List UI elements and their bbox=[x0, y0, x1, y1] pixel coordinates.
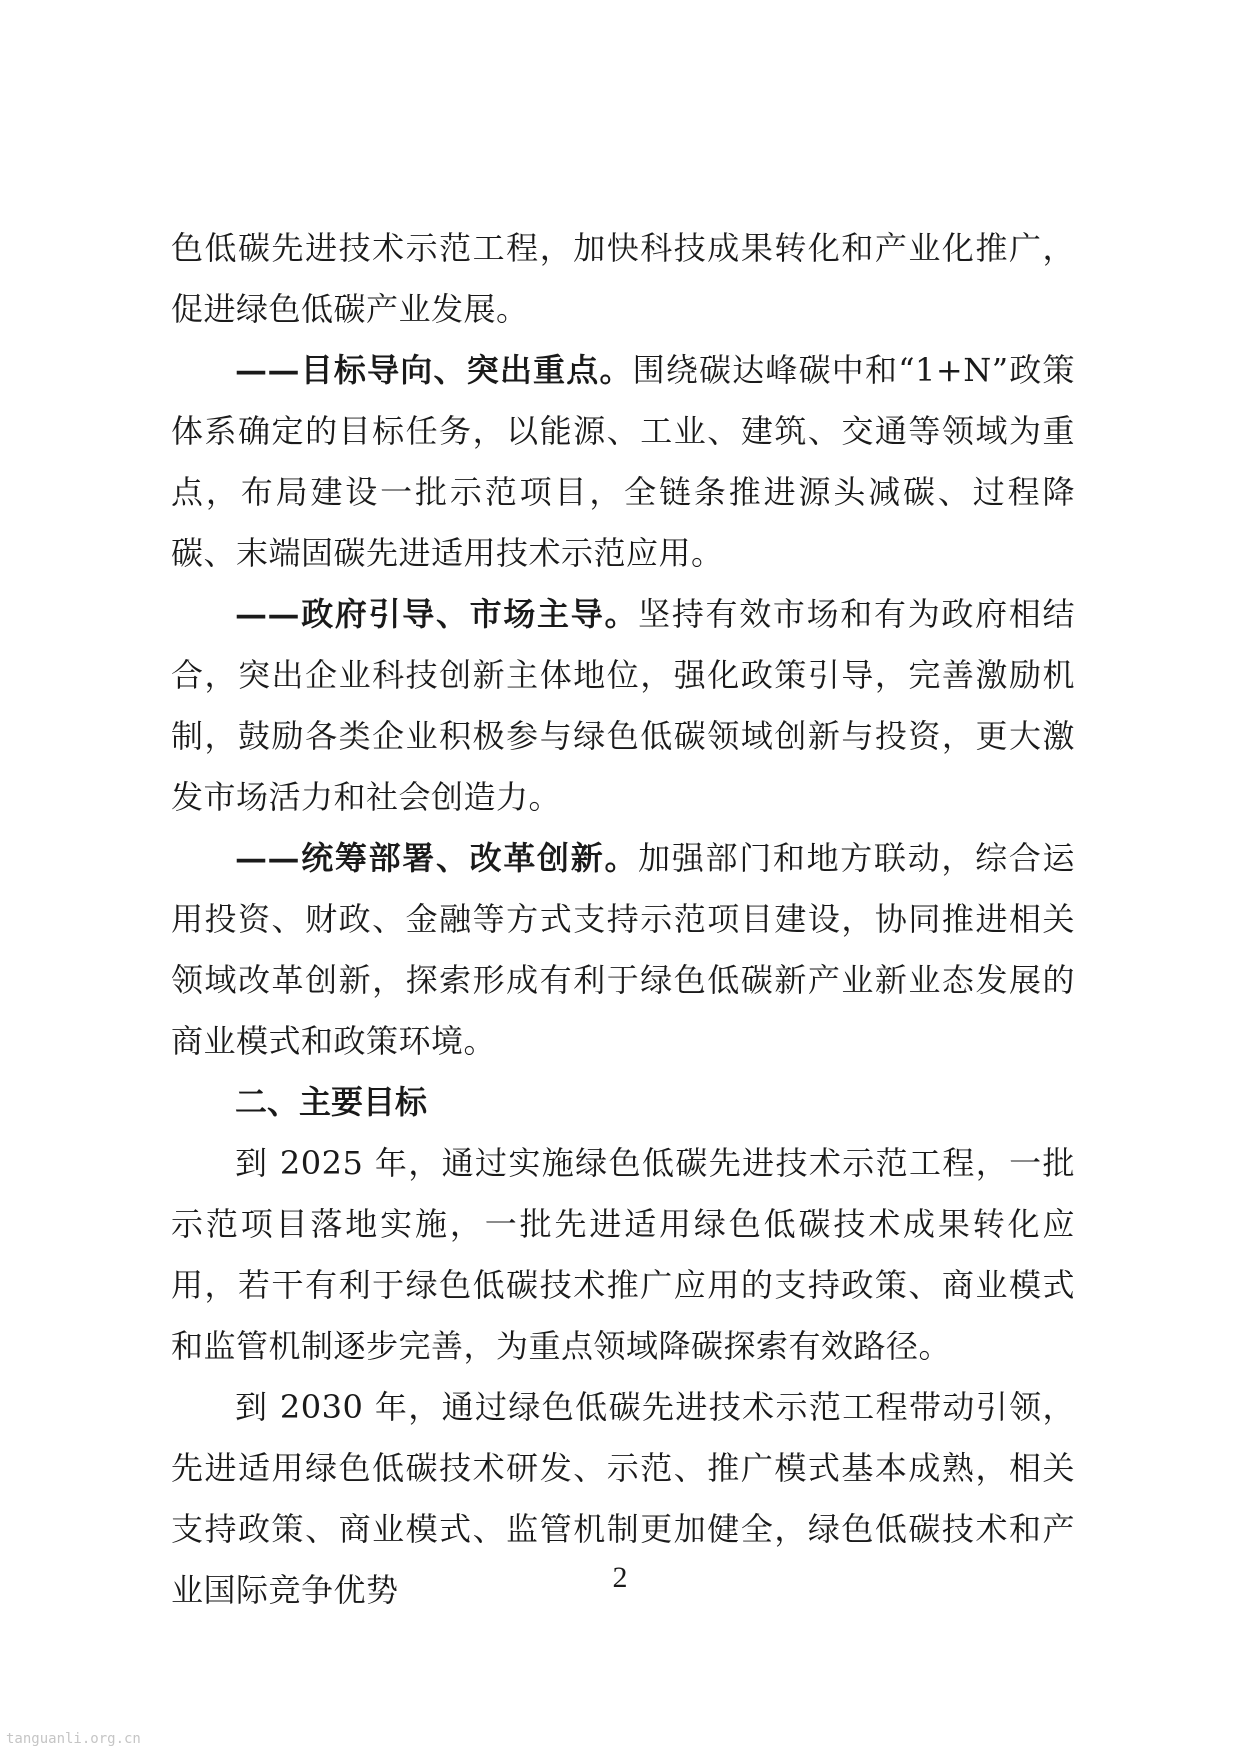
principle-lead: ——统筹部署、改革创新。 bbox=[235, 839, 639, 877]
paragraph-continuation bbox=[171, 218, 1075, 340]
principle-coordinated-deployment bbox=[171, 828, 1075, 1072]
page-number: 2 bbox=[612, 1561, 628, 1594]
document-body bbox=[171, 218, 1075, 1621]
principle-goal-oriented bbox=[171, 340, 1075, 584]
principle-lead: ——目标导向、突出重点。 bbox=[235, 351, 633, 389]
section-heading: 二、主要目标 bbox=[235, 1083, 428, 1121]
principle-lead: ——政府引导、市场主导。 bbox=[235, 595, 639, 633]
paragraph-text: 色低碳先进技术示范工程，加快科技成果转化和产业化推广，促进绿色低碳产业发展。 bbox=[171, 229, 1075, 328]
goal-2030: 到 2030 年，通过绿色低碳先进技术示范工程带动引领，先进适用绿色低碳技术研发、示范、推广模式基本成熟，相关支持政策、商业模式、监管机制更加健全，绿色低碳技术和产业国际竞争优势 bbox=[171, 1388, 1075, 1609]
goal-2025: 到 2025 年，通过实施绿色低碳先进技术示范工程，一批示范项目落地实施，一批先进适用绿色低碳技术成果转化应用，若干有利于绿色低碳技术推广应用的支持政策、商业模式和监管机制逐步完善，为重点领域降碳探索有效路径。 bbox=[171, 1144, 1075, 1365]
principle-text: 坚持有效市场和有为政府相结合，突出企业科技创新主体地位，强化政策引导，完善激励机制，鼓励各类企业积极参与绿色低碳领域创新与投资，更大激发市场活力和社会创造力。 bbox=[171, 595, 1075, 816]
principle-text: 围绕碳达峰碳中和“1+N”政策体系确定的目标任务，以能源、工业、建筑、交通等领域为重点，布局建设一批示范项目，全链条推进源头减碳、过程降碳、末端固碳先进适用技术示范应用。 bbox=[171, 351, 1075, 572]
principle-text: 加强部门和地方联动，综合运用投资、财政、金融等方式支持示范项目建设，协同推进相关领域改革创新，探索形成有利于绿色低碳新产业新业态发展的商业模式和政策环境。 bbox=[171, 839, 1075, 1060]
watermark: tanguanli.org.cn bbox=[6, 1731, 141, 1747]
principle-government-guidance bbox=[171, 584, 1075, 828]
